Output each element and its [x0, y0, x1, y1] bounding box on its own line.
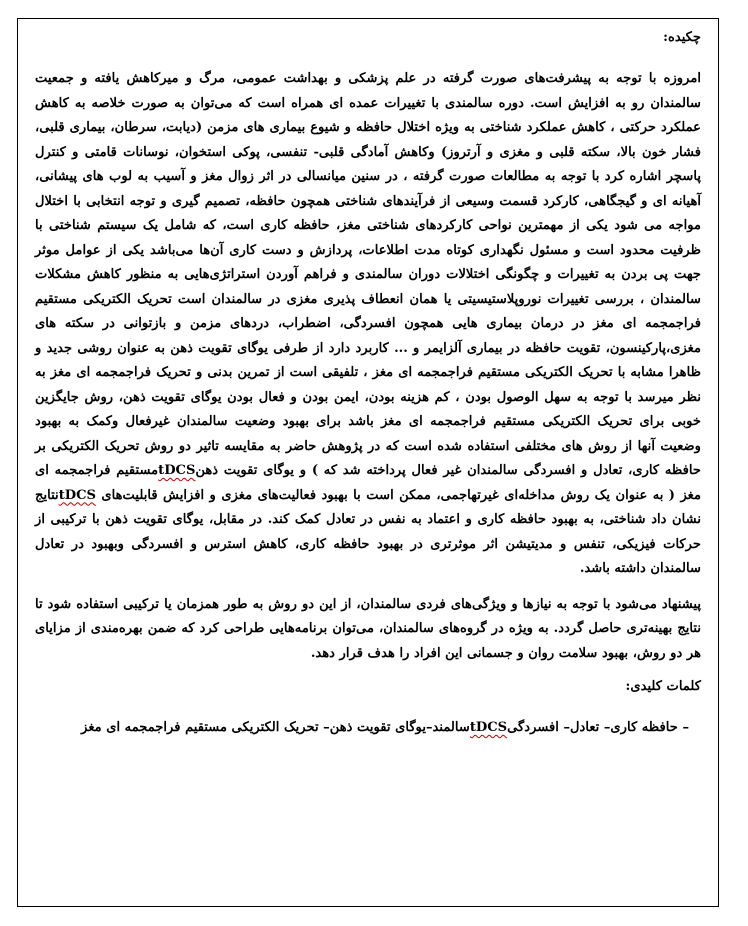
abstract-paragraph-2: پیشنهاد می‌شود با توجه به نیازها و ویژگی‌های فردی سالمندان، از این دو روش به طور همزمان یا ترکیبی استفاده شود تا نتایج بهینه‌تری حاصل گردد. به ویژه در گروه‌های سالمندان، می‌توان برنامه‌هایی طراحی کرد که ضمن بهره‌مندی از مزایای هر دو روش، بهبود سلامت روان و جسمانی این افراد را هدف قرار دهد.	[35, 596, 701, 661]
abstract-text-part-3: نتایج نشان داد شناختی، به بهبود حافظه کاری و اعتماد به نفس در تعادل کمک کند. در مقابل، یوگای تقویت ذهن با ترکیبی از حرکات فیزیکی، تنفس و مدیتیشن اثر موثرتری در بهبود حافظه کاری، کاهش استرس و افسردگی وبهبود در تعادل سالمندان داشته باشد.	[35, 487, 701, 576]
keywords-text-part-1: – حافظه کاری– تعادل– افسردگی	[507, 720, 689, 735]
abstract-box	[17, 18, 719, 907]
abstract-text-part-2: مستقیم فراجمجمه ای مغز ( به عنوان یک روش مداخله‌ای غیرتهاجمی، ممکن است با بهبود فعالیت‌های مغزی و افزایش قابلیت‌های	[35, 463, 701, 503]
abstract-paragraph-1	[35, 67, 701, 582]
tdcs-term: tDCS	[469, 720, 508, 735]
abstract-heading: چکیده:	[663, 30, 701, 45]
keywords-text-part-2: سالمند–یوگای تقویت ذهن– تحریک الکتریکی مستقیم فراجمجمه ای مغز	[81, 720, 470, 735]
keywords-line	[35, 717, 701, 739]
abstract-text-part-1: امروزه با توجه به پیشرفت‌های صورت گرفته در علم پزشکی و بهداشت عمومی، مرگ و میرکاهش یافته و جمعیت سالمندان رو به افزایش است. دوره سالمندی با تغییرات عمده ای همراه است که می‌توان به صورت خلاصه به کاهش عملکرد حرکتی ، کاهش عملکرد شناختی به ویژه اختلال حافظه و شیوع بیماری های مزمن (دیابت، سرطان، بیماری قلبی، فشار خون بالا، سکته قلبی و مغزی و آرتروز) وکاهش آمادگی قلبی- تنفسی، پوکی استخوان، نوسانات قامتی و کنترل پاسچر اشاره کرد با توجه به مطالعات صورت گرفته ، در سنین میانسالی در اثر زوال مغز و آسیب به لوب های پیشانی، آهیانه ای و گیجگاهی، کارکرد قسمت وسیعی از فرآیندهای شناختی همچون حافظه، تصمیم گیری و توجه انتخابی با اختلال مواجه می شود یکی از مهمترین نواحی کارکردهای شناختی مغز، حافظه کاری است، که شامل یک سیستم شناختی با ظرفیت محدود است و مسئول نگهداری کوتاه مدت اطلاعات، پردازش و دست کاری آن‌ها می‌باشد یکی از عوامل موثر جهت پی بردن به تغییرات و چگونگی اختلالات دوران سالمندی و فراهم آوردن استراتژی‌هایی به منظور کاهش مشکلات سالمندان ، بررسی تغییرات نوروپلاستیسیتی یا همان انعطاف پذیری مغزی در سالمندان است تحریک الکتریکی مستقیم فراجمجمه ای مغز در درمان بیماری هایی همچون افسردگی، اضطراب، دردهای مزمن و بازتوانی در سکته های مغزی،پارکینسون، تقویت حافظه در بیماری آلزایمر و ... کاربرد دارد از طرفی یوگای تقویت ذهن به عنوان روشی جدید و ظاهرا مشابه با تحریک الکتریکی مستقیم فراجمجمه ای مغز ، تلفیقی است از تمرین بدنی و تحریک فراجمجمه ای مغز به نظر میرسد با توجه به سهل الوصول بودن ، کم هزینه بودن، ایمن بودن و فعال بودن یوگای تقویت ذهن، روش جایگزین خوبی برای تحریک الکتریکی مستقیم فراجمجمه ای مغز باشد برای بهبود وضعیت سالمندان غیرفعال وکمک به بهبود وضعیت آنها از روش های مختلفی استفاده شده است که در پژوهش حاضر به مقایسه تاثیر دو روش تحریک الکتریکی بر حافظه کاری، تعادل و افسردگی سالمندان غیر فعال پرداخته شد که ) و یوگای تقویت ذهن	[35, 71, 701, 478]
keywords-heading: کلمات کلیدی:	[625, 679, 701, 694]
tdcs-term: tDCS	[58, 487, 96, 503]
tdcs-term: tDCS	[158, 463, 196, 478]
